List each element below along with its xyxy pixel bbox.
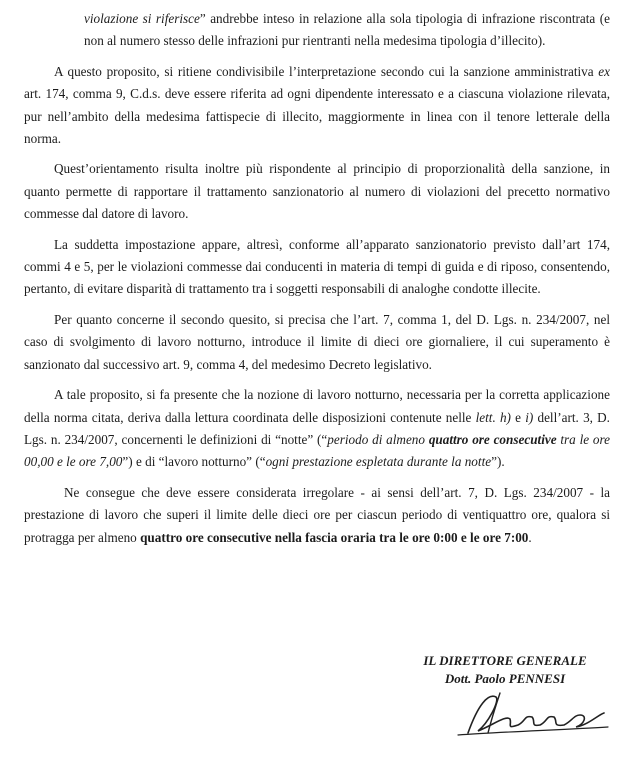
- paragraph-1: violazione si riferisce” andrebbe inteso in relazione alla sola tipologia di infrazione riscontrata (e non al numero stesso delle infrazioni pur rientranti nella medesima tipologia d’illecito).: [84, 11, 610, 49]
- signatory-title: IL DIRETTORE GENERALE: [423, 653, 587, 668]
- signature-block: [405, 652, 605, 688]
- signatory-name: Dott. Paolo PENNESI: [444, 671, 566, 686]
- paragraph-2: A questo proposito, si ritiene condivisibile l’interpretazione secondo cui la sanzione amministrativa ex art. 174, comma 9, C.d.s. deve essere riferita ad ogni dipendente interessato e a ciascuna violazione rilevata, pur nell’ambito della medesima fattispecie di illecito, maggiormente in linea con il tenore letterale della norma.: [24, 63, 610, 147]
- paragraph-3: Quest’orientamento risulta inoltre più rispondente al principio di proporzionalità della sanzione, in quanto permette di rapportare il trattamento sanzionatorio al numero di violazioni del precetto normativo commesse dal datore di lavoro.: [24, 161, 610, 222]
- paragraph-5: Per quanto concerne il secondo quesito, si precisa che l’art. 7, comma 1, del D. Lgs. n. 234/2007, nel caso di svolgimento di lavoro notturno, introduce il limite di dieci ore giornaliere, il cui superamento è sanzionato dal successivo art. 9, comma 4, del medesimo Decreto legislativo.: [24, 311, 610, 372]
- paragraph-4: La suddetta impostazione appare, altresì, conforme all’apparato sanzionatorio previsto dall’art 174, commi 4 e 5, per le violazioni commesse dai conducenti in materia di tempi di guida e di riposo, consentendo, pertanto, di evitare disparità di trattamento tra i soggetti responsabili di analoghe condotte illecite.: [24, 236, 610, 297]
- italic-quote: violazione si riferisce: [84, 11, 200, 26]
- paragraph-7: Ne consegue che deve essere considerata irregolare - ai sensi dell’art. 7, D. Lgs. 234/2007 - la prestazione di lavoro che superi il limite delle dieci ore per ciascun periodo di ventiquattro ore, qualora si protragga per almeno quattro ore consecutive nella fascia oraria tra le ore 0:00 e le ore 7:00.: [24, 484, 610, 545]
- handwritten-signature: [448, 685, 618, 740]
- paragraph-6: A tale proposito, si fa presente che la nozione di lavoro notturno, necessaria per la corretta applicazione della norma citata, deriva dalla lettura coordinata delle disposizioni contenute nelle lett. h) e i) dell’art. 3, D. Lgs. n. 234/2007, concernenti le definizioni di “notte” (“periodo di almeno quattro ore consecutive tra le ore 00,00 e le ore 7,00”) e di “lavoro notturno” (“ogni prestazione espletata durante la notte”).: [24, 387, 610, 470]
